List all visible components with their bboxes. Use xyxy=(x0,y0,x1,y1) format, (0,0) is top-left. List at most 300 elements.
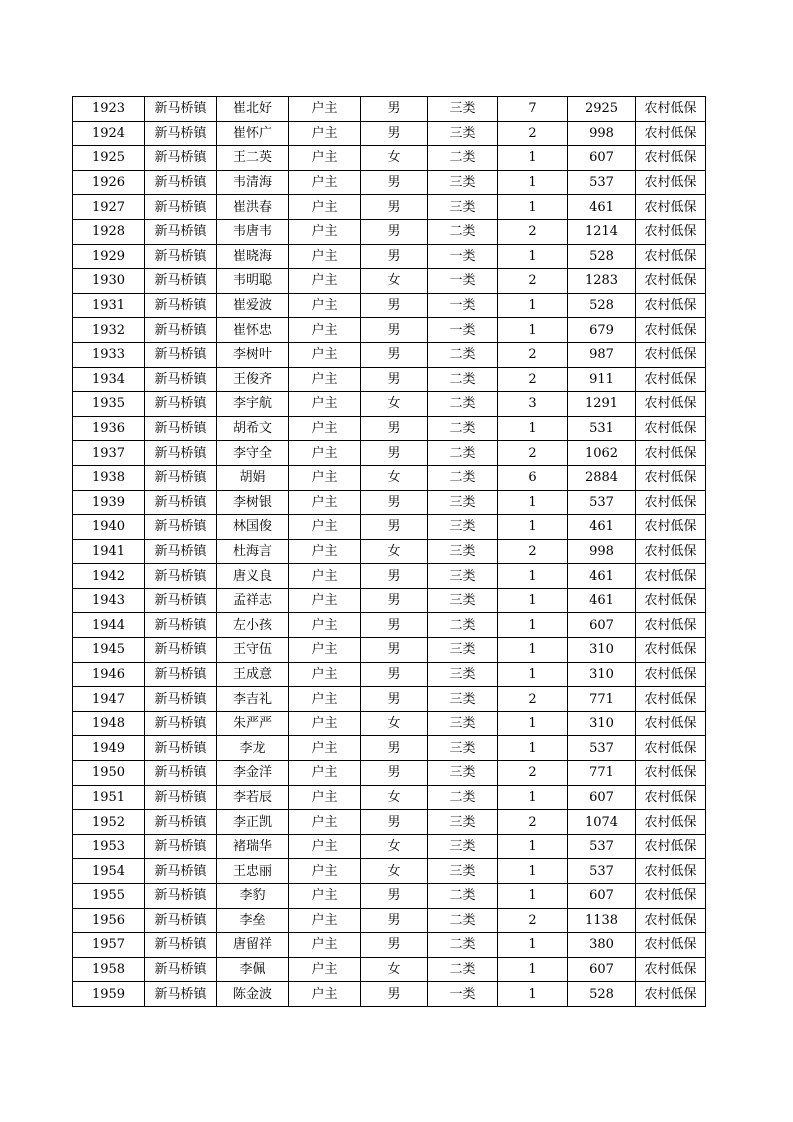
amount-cell: 1283 xyxy=(568,269,636,294)
table-row xyxy=(73,121,706,146)
name-cell: 李吉礼 xyxy=(217,687,289,712)
relation-cell: 户主 xyxy=(289,269,361,294)
program-cell: 农村低保 xyxy=(636,957,706,982)
household-size-cell: 1 xyxy=(498,146,568,171)
name-cell: 李龙 xyxy=(217,736,289,761)
category-cell: 一类 xyxy=(428,318,498,343)
table-row xyxy=(73,342,706,367)
town-cell: 新马桥镇 xyxy=(145,908,217,933)
program-cell: 农村低保 xyxy=(636,318,706,343)
relation-cell: 户主 xyxy=(289,367,361,392)
household-size-cell: 2 xyxy=(498,761,568,786)
program-cell: 农村低保 xyxy=(636,515,706,540)
household-size-cell: 1 xyxy=(498,662,568,687)
table-row xyxy=(73,195,706,220)
amount-cell: 911 xyxy=(568,367,636,392)
program-cell: 农村低保 xyxy=(636,342,706,367)
relation-cell: 户主 xyxy=(289,342,361,367)
table-row xyxy=(73,588,706,613)
table-row xyxy=(73,736,706,761)
name-cell: 朱严严 xyxy=(217,711,289,736)
household-size-cell: 1 xyxy=(498,638,568,663)
amount-cell: 537 xyxy=(568,170,636,195)
household-size-cell: 1 xyxy=(498,588,568,613)
household-size-cell: 1 xyxy=(498,957,568,982)
category-cell: 三类 xyxy=(428,515,498,540)
name-cell: 王俊齐 xyxy=(217,367,289,392)
category-cell: 三类 xyxy=(428,170,498,195)
relation-cell: 户主 xyxy=(289,908,361,933)
record-number-cell: 1927 xyxy=(73,195,145,220)
gender-cell: 男 xyxy=(361,244,428,269)
relation-cell: 户主 xyxy=(289,121,361,146)
amount-cell: 380 xyxy=(568,933,636,958)
amount-cell: 461 xyxy=(568,564,636,589)
amount-cell: 607 xyxy=(568,884,636,909)
town-cell: 新马桥镇 xyxy=(145,515,217,540)
town-cell: 新马桥镇 xyxy=(145,810,217,835)
table-row xyxy=(73,490,706,515)
category-cell: 三类 xyxy=(428,539,498,564)
household-size-cell: 1 xyxy=(498,244,568,269)
household-size-cell: 2 xyxy=(498,219,568,244)
program-cell: 农村低保 xyxy=(636,588,706,613)
table-row xyxy=(73,687,706,712)
relation-cell: 户主 xyxy=(289,293,361,318)
household-size-cell: 2 xyxy=(498,342,568,367)
town-cell: 新马桥镇 xyxy=(145,761,217,786)
gender-cell: 男 xyxy=(361,367,428,392)
relation-cell: 户主 xyxy=(289,465,361,490)
amount-cell: 1138 xyxy=(568,908,636,933)
program-cell: 农村低保 xyxy=(636,441,706,466)
household-size-cell: 1 xyxy=(498,613,568,638)
gender-cell: 女 xyxy=(361,539,428,564)
gender-cell: 男 xyxy=(361,810,428,835)
household-size-cell: 2 xyxy=(498,121,568,146)
relation-cell: 户主 xyxy=(289,195,361,220)
name-cell: 韦明聪 xyxy=(217,269,289,294)
table-row xyxy=(73,638,706,663)
record-number-cell: 1924 xyxy=(73,121,145,146)
category-cell: 三类 xyxy=(428,97,498,122)
table-row xyxy=(73,810,706,835)
name-cell: 崔北好 xyxy=(217,97,289,122)
category-cell: 二类 xyxy=(428,416,498,441)
name-cell: 唐留祥 xyxy=(217,933,289,958)
name-cell: 李宇航 xyxy=(217,392,289,417)
record-number-cell: 1950 xyxy=(73,761,145,786)
record-number-cell: 1959 xyxy=(73,982,145,1007)
program-cell: 农村低保 xyxy=(636,982,706,1007)
relation-cell: 户主 xyxy=(289,662,361,687)
gender-cell: 女 xyxy=(361,465,428,490)
town-cell: 新马桥镇 xyxy=(145,97,217,122)
town-cell: 新马桥镇 xyxy=(145,146,217,171)
name-cell: 崔爱波 xyxy=(217,293,289,318)
table-row xyxy=(73,367,706,392)
program-cell: 农村低保 xyxy=(636,736,706,761)
table-row xyxy=(73,613,706,638)
program-cell: 农村低保 xyxy=(636,933,706,958)
name-cell: 李豹 xyxy=(217,884,289,909)
gender-cell: 女 xyxy=(361,392,428,417)
gender-cell: 男 xyxy=(361,588,428,613)
category-cell: 三类 xyxy=(428,564,498,589)
category-cell: 一类 xyxy=(428,293,498,318)
household-size-cell: 1 xyxy=(498,933,568,958)
table-row xyxy=(73,97,706,122)
town-cell: 新马桥镇 xyxy=(145,957,217,982)
gender-cell: 男 xyxy=(361,416,428,441)
name-cell: 陈金波 xyxy=(217,982,289,1007)
name-cell: 左小孩 xyxy=(217,613,289,638)
town-cell: 新马桥镇 xyxy=(145,588,217,613)
town-cell: 新马桥镇 xyxy=(145,490,217,515)
town-cell: 新马桥镇 xyxy=(145,982,217,1007)
category-cell: 一类 xyxy=(428,244,498,269)
amount-cell: 607 xyxy=(568,785,636,810)
gender-cell: 男 xyxy=(361,490,428,515)
amount-cell: 310 xyxy=(568,638,636,663)
relation-cell: 户主 xyxy=(289,859,361,884)
name-cell: 韦清海 xyxy=(217,170,289,195)
town-cell: 新马桥镇 xyxy=(145,638,217,663)
table-row xyxy=(73,859,706,884)
town-cell: 新马桥镇 xyxy=(145,367,217,392)
program-cell: 农村低保 xyxy=(636,638,706,663)
gender-cell: 男 xyxy=(361,687,428,712)
relation-cell: 户主 xyxy=(289,170,361,195)
table-row xyxy=(73,662,706,687)
record-number-cell: 1932 xyxy=(73,318,145,343)
record-number-cell: 1926 xyxy=(73,170,145,195)
town-cell: 新马桥镇 xyxy=(145,318,217,343)
relation-cell: 户主 xyxy=(289,785,361,810)
category-cell: 二类 xyxy=(428,342,498,367)
record-number-cell: 1958 xyxy=(73,957,145,982)
amount-cell: 771 xyxy=(568,687,636,712)
table-row xyxy=(73,834,706,859)
name-cell: 李正凯 xyxy=(217,810,289,835)
program-cell: 农村低保 xyxy=(636,785,706,810)
category-cell: 三类 xyxy=(428,761,498,786)
household-size-cell: 1 xyxy=(498,170,568,195)
table-row xyxy=(73,908,706,933)
household-size-cell: 2 xyxy=(498,269,568,294)
household-size-cell: 1 xyxy=(498,490,568,515)
relation-cell: 户主 xyxy=(289,219,361,244)
record-number-cell: 1947 xyxy=(73,687,145,712)
program-cell: 农村低保 xyxy=(636,711,706,736)
gender-cell: 男 xyxy=(361,736,428,761)
gender-cell: 男 xyxy=(361,908,428,933)
table-row xyxy=(73,170,706,195)
record-number-cell: 1938 xyxy=(73,465,145,490)
amount-cell: 537 xyxy=(568,859,636,884)
table-row xyxy=(73,146,706,171)
relation-cell: 户主 xyxy=(289,416,361,441)
record-number-cell: 1943 xyxy=(73,588,145,613)
gender-cell: 男 xyxy=(361,195,428,220)
table-row xyxy=(73,761,706,786)
category-cell: 二类 xyxy=(428,367,498,392)
gender-cell: 男 xyxy=(361,219,428,244)
household-size-cell: 6 xyxy=(498,465,568,490)
name-cell: 褚瑞华 xyxy=(217,834,289,859)
record-number-cell: 1934 xyxy=(73,367,145,392)
gender-cell: 男 xyxy=(361,170,428,195)
record-number-cell: 1939 xyxy=(73,490,145,515)
gender-cell: 女 xyxy=(361,834,428,859)
category-cell: 三类 xyxy=(428,859,498,884)
record-number-cell: 1956 xyxy=(73,908,145,933)
record-number-cell: 1925 xyxy=(73,146,145,171)
household-size-cell: 2 xyxy=(498,810,568,835)
amount-cell: 607 xyxy=(568,146,636,171)
gender-cell: 女 xyxy=(361,269,428,294)
category-cell: 二类 xyxy=(428,219,498,244)
record-number-cell: 1948 xyxy=(73,711,145,736)
table-body xyxy=(73,97,706,1007)
program-cell: 农村低保 xyxy=(636,465,706,490)
household-size-cell: 2 xyxy=(498,539,568,564)
gender-cell: 女 xyxy=(361,785,428,810)
amount-cell: 679 xyxy=(568,318,636,343)
gender-cell: 男 xyxy=(361,441,428,466)
program-cell: 农村低保 xyxy=(636,834,706,859)
gender-cell: 男 xyxy=(361,638,428,663)
relation-cell: 户主 xyxy=(289,97,361,122)
relation-cell: 户主 xyxy=(289,588,361,613)
category-cell: 三类 xyxy=(428,834,498,859)
gender-cell: 男 xyxy=(361,97,428,122)
relation-cell: 户主 xyxy=(289,441,361,466)
category-cell: 一类 xyxy=(428,269,498,294)
relation-cell: 户主 xyxy=(289,146,361,171)
gender-cell: 男 xyxy=(361,318,428,343)
town-cell: 新马桥镇 xyxy=(145,195,217,220)
name-cell: 李垒 xyxy=(217,908,289,933)
household-size-cell: 1 xyxy=(498,293,568,318)
amount-cell: 1062 xyxy=(568,441,636,466)
category-cell: 三类 xyxy=(428,687,498,712)
amount-cell: 1074 xyxy=(568,810,636,835)
gender-cell: 男 xyxy=(361,982,428,1007)
relation-cell: 户主 xyxy=(289,564,361,589)
relation-cell: 户主 xyxy=(289,490,361,515)
relation-cell: 户主 xyxy=(289,761,361,786)
town-cell: 新马桥镇 xyxy=(145,416,217,441)
town-cell: 新马桥镇 xyxy=(145,392,217,417)
town-cell: 新马桥镇 xyxy=(145,884,217,909)
town-cell: 新马桥镇 xyxy=(145,441,217,466)
name-cell: 王忠丽 xyxy=(217,859,289,884)
record-number-cell: 1953 xyxy=(73,834,145,859)
relation-cell: 户主 xyxy=(289,884,361,909)
record-number-cell: 1941 xyxy=(73,539,145,564)
record-number-cell: 1957 xyxy=(73,933,145,958)
amount-cell: 310 xyxy=(568,711,636,736)
gender-cell: 男 xyxy=(361,564,428,589)
town-cell: 新马桥镇 xyxy=(145,859,217,884)
household-size-cell: 1 xyxy=(498,195,568,220)
record-number-cell: 1940 xyxy=(73,515,145,540)
town-cell: 新马桥镇 xyxy=(145,539,217,564)
table-row xyxy=(73,564,706,589)
household-size-cell: 2 xyxy=(498,441,568,466)
amount-cell: 537 xyxy=(568,490,636,515)
record-number-cell: 1928 xyxy=(73,219,145,244)
amount-cell: 310 xyxy=(568,662,636,687)
record-number-cell: 1931 xyxy=(73,293,145,318)
category-cell: 三类 xyxy=(428,711,498,736)
town-cell: 新马桥镇 xyxy=(145,933,217,958)
table-row xyxy=(73,539,706,564)
amount-cell: 2884 xyxy=(568,465,636,490)
amount-cell: 528 xyxy=(568,982,636,1007)
household-size-cell: 1 xyxy=(498,859,568,884)
name-cell: 唐义良 xyxy=(217,564,289,589)
amount-cell: 531 xyxy=(568,416,636,441)
program-cell: 农村低保 xyxy=(636,170,706,195)
name-cell: 杜海言 xyxy=(217,539,289,564)
relation-cell: 户主 xyxy=(289,392,361,417)
gender-cell: 男 xyxy=(361,761,428,786)
town-cell: 新马桥镇 xyxy=(145,785,217,810)
record-number-cell: 1933 xyxy=(73,342,145,367)
relation-cell: 户主 xyxy=(289,244,361,269)
household-size-cell: 3 xyxy=(498,392,568,417)
table-row xyxy=(73,785,706,810)
amount-cell: 537 xyxy=(568,834,636,859)
household-size-cell: 1 xyxy=(498,515,568,540)
relation-cell: 户主 xyxy=(289,834,361,859)
table-row xyxy=(73,392,706,417)
amount-cell: 461 xyxy=(568,515,636,540)
category-cell: 二类 xyxy=(428,785,498,810)
category-cell: 三类 xyxy=(428,588,498,613)
category-cell: 三类 xyxy=(428,121,498,146)
relation-cell: 户主 xyxy=(289,933,361,958)
table-row xyxy=(73,293,706,318)
name-cell: 韦唐韦 xyxy=(217,219,289,244)
town-cell: 新马桥镇 xyxy=(145,465,217,490)
program-cell: 农村低保 xyxy=(636,244,706,269)
table-row xyxy=(73,269,706,294)
household-size-cell: 1 xyxy=(498,564,568,589)
name-cell: 王守伍 xyxy=(217,638,289,663)
relation-cell: 户主 xyxy=(289,687,361,712)
record-number-cell: 1949 xyxy=(73,736,145,761)
amount-cell: 461 xyxy=(568,195,636,220)
relation-cell: 户主 xyxy=(289,957,361,982)
name-cell: 林国俊 xyxy=(217,515,289,540)
name-cell: 李树银 xyxy=(217,490,289,515)
program-cell: 农村低保 xyxy=(636,539,706,564)
record-number-cell: 1952 xyxy=(73,810,145,835)
record-number-cell: 1946 xyxy=(73,662,145,687)
gender-cell: 男 xyxy=(361,515,428,540)
town-cell: 新马桥镇 xyxy=(145,662,217,687)
name-cell: 崔洪春 xyxy=(217,195,289,220)
household-size-cell: 2 xyxy=(498,367,568,392)
town-cell: 新马桥镇 xyxy=(145,170,217,195)
program-cell: 农村低保 xyxy=(636,662,706,687)
name-cell: 李若辰 xyxy=(217,785,289,810)
program-cell: 农村低保 xyxy=(636,219,706,244)
program-cell: 农村低保 xyxy=(636,195,706,220)
program-cell: 农村低保 xyxy=(636,293,706,318)
category-cell: 二类 xyxy=(428,465,498,490)
table-row xyxy=(73,982,706,1007)
program-cell: 农村低保 xyxy=(636,810,706,835)
program-cell: 农村低保 xyxy=(636,367,706,392)
record-number-cell: 1945 xyxy=(73,638,145,663)
household-size-cell: 1 xyxy=(498,318,568,343)
gender-cell: 男 xyxy=(361,884,428,909)
gender-cell: 男 xyxy=(361,933,428,958)
table-row xyxy=(73,441,706,466)
category-cell: 二类 xyxy=(428,146,498,171)
amount-cell: 461 xyxy=(568,588,636,613)
household-size-cell: 1 xyxy=(498,982,568,1007)
relation-cell: 户主 xyxy=(289,515,361,540)
record-number-cell: 1930 xyxy=(73,269,145,294)
amount-cell: 771 xyxy=(568,761,636,786)
household-size-cell: 1 xyxy=(498,416,568,441)
name-cell: 胡娟 xyxy=(217,465,289,490)
relation-cell: 户主 xyxy=(289,810,361,835)
town-cell: 新马桥镇 xyxy=(145,711,217,736)
relation-cell: 户主 xyxy=(289,613,361,638)
table-row xyxy=(73,219,706,244)
household-size-cell: 2 xyxy=(498,908,568,933)
gender-cell: 男 xyxy=(361,342,428,367)
town-cell: 新马桥镇 xyxy=(145,736,217,761)
category-cell: 三类 xyxy=(428,662,498,687)
name-cell: 王成意 xyxy=(217,662,289,687)
record-number-cell: 1951 xyxy=(73,785,145,810)
category-cell: 二类 xyxy=(428,908,498,933)
amount-cell: 1214 xyxy=(568,219,636,244)
amount-cell: 528 xyxy=(568,293,636,318)
relation-cell: 户主 xyxy=(289,736,361,761)
household-size-cell: 1 xyxy=(498,736,568,761)
category-cell: 三类 xyxy=(428,810,498,835)
category-cell: 二类 xyxy=(428,441,498,466)
gender-cell: 女 xyxy=(361,711,428,736)
record-number-cell: 1937 xyxy=(73,441,145,466)
record-number-cell: 1955 xyxy=(73,884,145,909)
amount-cell: 607 xyxy=(568,613,636,638)
amount-cell: 2925 xyxy=(568,97,636,122)
category-cell: 三类 xyxy=(428,195,498,220)
category-cell: 二类 xyxy=(428,613,498,638)
gender-cell: 男 xyxy=(361,613,428,638)
program-cell: 农村低保 xyxy=(636,121,706,146)
town-cell: 新马桥镇 xyxy=(145,342,217,367)
name-cell: 李佩 xyxy=(217,957,289,982)
amount-cell: 1291 xyxy=(568,392,636,417)
town-cell: 新马桥镇 xyxy=(145,219,217,244)
relation-cell: 户主 xyxy=(289,638,361,663)
category-cell: 三类 xyxy=(428,638,498,663)
relation-cell: 户主 xyxy=(289,318,361,343)
town-cell: 新马桥镇 xyxy=(145,687,217,712)
program-cell: 农村低保 xyxy=(636,490,706,515)
record-number-cell: 1929 xyxy=(73,244,145,269)
